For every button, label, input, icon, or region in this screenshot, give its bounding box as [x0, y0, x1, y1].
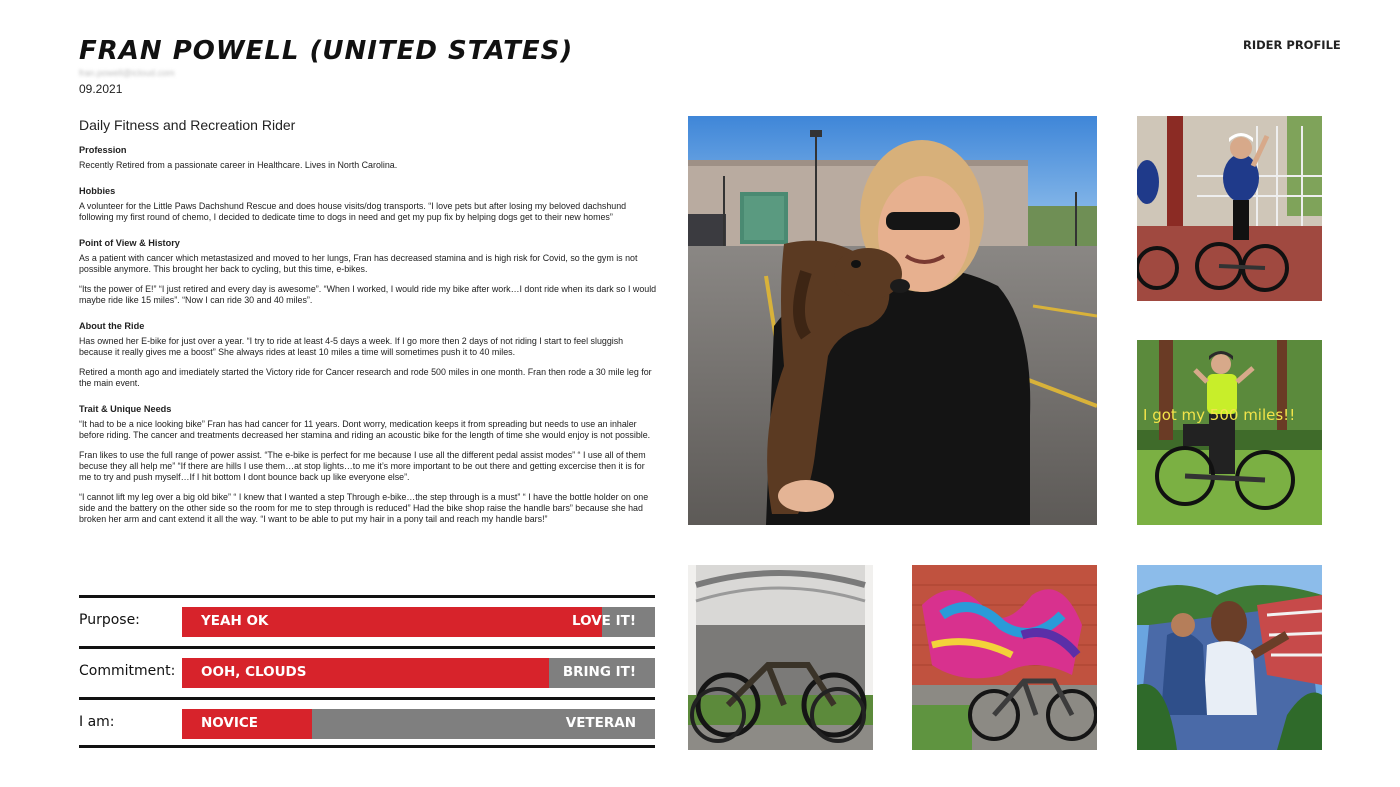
ride-text-2: Retired a month ago and imediately started the Victory ride for Cancer research and rode 500 miles in one month. Fran then rode a 30 mile leg for the main event. [79, 367, 652, 388]
scale-right-label: VETERAN [565, 715, 636, 731]
scale-label: Commitment: [79, 663, 176, 679]
section-heading-pov: Point of View & History [79, 238, 180, 248]
scale-right-label: BRING IT! [562, 664, 636, 680]
scale-right-label: LOVE IT! [572, 613, 636, 629]
scale-bar [182, 607, 655, 637]
photo-group-ride [1137, 116, 1322, 301]
scale-purpose [79, 595, 655, 646]
photo-mural [1137, 565, 1322, 750]
scale-left-label: NOVICE [201, 715, 259, 731]
profile-body [79, 145, 659, 540]
section-heading-ride: About the Ride [79, 321, 145, 331]
traits-text-2: Fran likes to use the full range of power assist. “The e-bike is perfect for me because I use all the different pedal assist modes” “ I use all of them becuse they all help me” “If there are hills I use them…at stop lights…to me it’s more important to be out there and getting excercise then it is for me to try and push myself…If I hit bottom I dont bounce back up like everyone else”. [79, 450, 646, 482]
scale-left-label: OOH, CLOUDS [201, 664, 307, 680]
scale-label: I am: [79, 714, 115, 730]
scale-bar [182, 658, 655, 688]
document-type-label: RIDER PROFILE [1243, 38, 1341, 52]
traits-text-1: “It had to be a nice looking bike” Fran has had cancer for 11 years. Dont worry, medication keeps it from spreading but needs to use an inhaler before riding. The cancer and treatments decreased her stamina and riding an acoustic bike for the length of time she would enjoy is not possible. [79, 419, 651, 440]
scale-commitment [79, 646, 655, 697]
photo-caption: I got my 500 miles!! [1143, 406, 1296, 424]
photo-graffiti-bike [912, 565, 1097, 750]
section-heading-hobbies: Hobbies [79, 186, 116, 196]
scale-left-label: YEAH OK [201, 613, 269, 629]
profession-text: Recently Retired from a passionate career in Healthcare. Lives in North Carolina. [79, 160, 398, 170]
profile-date: 09.2021 [79, 82, 123, 96]
section-heading-profession: Profession [79, 145, 127, 155]
page-title: FRAN POWELL (UNITED STATES) [79, 36, 574, 66]
rating-scales [79, 595, 655, 748]
rider-type-subtitle: Daily Fitness and Recreation Rider [79, 117, 296, 133]
scale-experience [79, 697, 655, 748]
pov-text-2: “Its the power of E!” “I just retired and every day is awesome”. “When I worked, I would ride my bike after work…I dont ride when its dark so I would maybe ride like 15 miles”. “Now I can ride 30 and 40 miles”. [79, 284, 657, 305]
hobbies-text: A volunteer for the Little Paws Dachshund Rescue and does house visits/dog transports. “I love pets but after losing my beloved dachshund following my first round of chemo, I decided to dedicate time to dogs in need and get my pup fix by helping dogs get to their new homes” [79, 201, 627, 222]
ride-text-1: Has owned her E-bike for just over a year. “I try to ride at least 4-5 days a week. If I go more then 2 days of not riding I start to feel sluggish because it really gives me a boost” She always rides at least 10 miles a time will sometimes push it to 40 miles. [79, 336, 624, 357]
section-heading-traits: Trait & Unique Needs [79, 404, 172, 414]
scale-label: Purpose: [79, 612, 140, 628]
pov-text-1: As a patient with cancer which metastasized and moved to her lungs, Fran has decreased stamina and is high risk for Covid, so the gym is not possible anymore. This brought her back to cycling, but this time, e-bikes. [79, 253, 638, 274]
photo-rider-with-dog [688, 116, 1097, 525]
photo-bikes-on-rv [688, 565, 873, 750]
email-address: fran.powell@icloud.com [79, 68, 175, 78]
scale-bar [182, 709, 655, 739]
photo-500-miles [1137, 340, 1322, 525]
traits-text-3: “I cannot lift my leg over a big old bike” “ I knew that I wanted a step Through e-bike…the step through is a must” “ I have the bottle holder on one side and the battery on the other side so the room for me to step through is reduced” Had the bike shop raise the handle bars” because she had broken her arm and cant extend it all the way. “I want to be able to put my hair in a pony tail and reach my handle bars!” [79, 492, 649, 524]
